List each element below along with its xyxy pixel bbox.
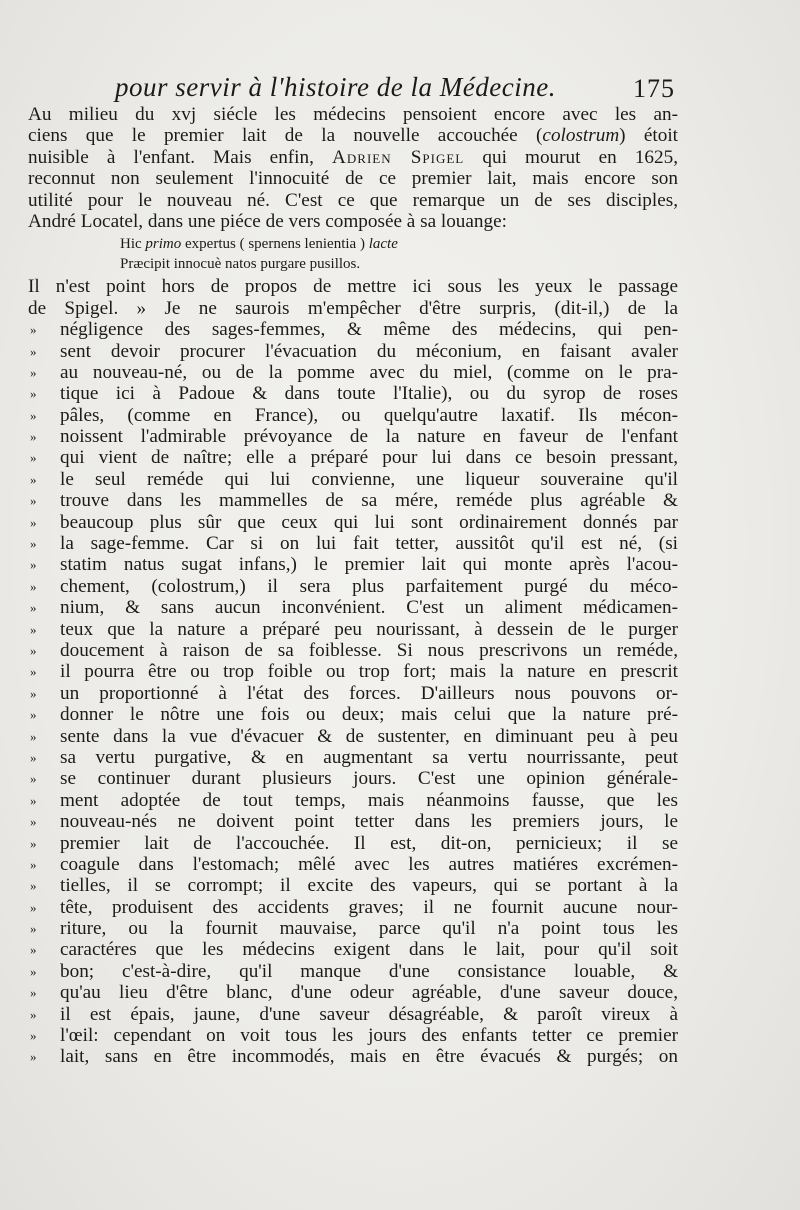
page-header (115, 72, 675, 108)
quote-mark: » (30, 856, 37, 872)
verse-line: Præcipit innocuè natos purgare pusillos. (120, 256, 361, 273)
paragraph-1 (28, 104, 678, 232)
quote-mark: » (30, 664, 37, 680)
quote-mark: » (30, 771, 37, 787)
quote-mark: » (30, 514, 37, 530)
quote-line (28, 961, 678, 982)
text-line (28, 125, 678, 146)
quote-mark: » (30, 407, 37, 423)
quote-mark: » (30, 963, 37, 979)
quote-line (28, 490, 678, 511)
text-run: primo (145, 236, 182, 253)
quote-line (28, 833, 678, 854)
quote-line (28, 1025, 678, 1046)
verse-line (28, 234, 678, 254)
quote-line (28, 726, 678, 747)
quote-line (28, 1004, 678, 1025)
quote-text: sa vertu purgative, & en augmentant sa vertu nourrissante, peut (60, 746, 678, 768)
quote-line (28, 533, 678, 554)
quote-text: tête, produisent des accidents graves; il ne fournit aucune nour- (60, 896, 678, 918)
text-run: ciens que le premier lait de la nouvelle accouchée ( (28, 125, 543, 147)
text-line (28, 147, 678, 168)
quote-mark: » (30, 471, 37, 487)
quote-text: sente dans la vue d'évacuer & de sustenter, en diminuant peu à peu (60, 725, 678, 747)
quote-line (28, 683, 678, 704)
latin-verse (28, 234, 678, 274)
quote-text: il est épais, jaune, d'une saveur désagréable, & paroît vireux à (60, 1003, 678, 1025)
quote-line (28, 640, 678, 661)
quote-line (28, 897, 678, 918)
quote-text: riture, ou la fournit mauvaise, parce qu'il n'a point tous les (60, 918, 678, 940)
quote-mark: » (30, 1049, 37, 1065)
quote-mark: » (30, 364, 37, 380)
italic-term: colostrum (542, 125, 620, 147)
quote-text: pâles, (comme en France), ou quelqu'autre laxatif. Ils mécon- (60, 404, 678, 426)
quote-text: au nouveau-né, ou de la pomme avec du miel, (comme on le pra- (60, 361, 678, 383)
quote-line (28, 619, 678, 640)
quote-line (28, 1046, 678, 1067)
quote-text: la sage-femme. Car si on lui fait tetter, aussitôt qu'il est né, (si (60, 533, 678, 555)
quotation-block (28, 319, 678, 1068)
quote-line (28, 768, 678, 789)
quote-mark: » (30, 536, 37, 552)
page-number: 175 (633, 74, 675, 103)
quote-mark: » (30, 450, 37, 466)
quote-line (28, 982, 678, 1003)
text-run: ) étoit (619, 125, 678, 147)
quote-text: se continuer durant plusieurs jours. C'est une opinion générale- (60, 768, 678, 790)
quote-line (28, 918, 678, 939)
quote-text: un proportionné à l'état des forces. D'ailleurs nous pouvons or- (60, 682, 678, 704)
quote-text: lait, sans en être incommodés, mais en être évacués & purgés; on (60, 1046, 678, 1068)
running-title: pour servir à l'histoire de la Médecine. (115, 72, 556, 102)
quote-line (28, 426, 678, 447)
quote-text: trouve dans les mammelles de sa mére, reméde plus agréable & (60, 490, 678, 512)
text-line: André Locatel, dans une piéce de vers composée à sa louange: (28, 210, 507, 232)
quote-text: noissent l'admirable prévoyance de la nature en faveur de l'enfant (60, 426, 678, 448)
quote-line (28, 704, 678, 725)
quote-text: qu'au lieu d'être blanc, d'une odeur agréable, d'une saveur douce, (60, 982, 678, 1004)
quote-mark: » (30, 322, 37, 338)
quote-text: teux que la nature a préparé peu nourissant, à dessein de le purger (60, 618, 678, 640)
quote-text: beaucoup plus sûr que ceux qui lui sont ordinairement donnés par (60, 511, 678, 533)
quote-line (28, 576, 678, 597)
quote-mark: » (30, 621, 37, 637)
quote-text: sent devoir procurer l'évacuation du méconium, en faisant avaler (60, 340, 678, 362)
quote-text: doucement à raison de sa foiblesse. Si nous prescrivons un reméde, (60, 639, 678, 661)
quote-text: tique ici à Padoue & dans toute l'Italie), ou du syrop de roses (60, 383, 678, 405)
quote-line (28, 447, 678, 468)
quote-mark: » (30, 578, 37, 594)
quote-text: il pourra être ou trop foible ou trop fort; mais la nature en prescrit (60, 661, 678, 683)
quote-text: nium, & sans aucun inconvénient. C'est un aliment médicamen- (60, 597, 678, 619)
quote-mark: » (30, 557, 37, 573)
quote-text: donner le nôtre une fois ou deux; mais celui que la nature pré- (60, 704, 678, 726)
text-line: Il n'est point hors de propos de mettre ici sous les yeux le passage (28, 276, 678, 298)
body-text (28, 104, 678, 1068)
quote-line (28, 811, 678, 832)
quote-line (28, 790, 678, 811)
quote-line (28, 341, 678, 362)
text-run: nuisible à l'enfant. Mais enfin, (28, 146, 333, 168)
quote-text: statim natus sugat infans,) le premier lait qui monte après l'acou- (60, 554, 678, 576)
quote-line (28, 362, 678, 383)
quote-text: négligence des sages-femmes, & même des médecins, qui pen- (60, 319, 678, 341)
quote-mark: » (30, 386, 37, 402)
quote-line (28, 512, 678, 533)
quote-line (28, 383, 678, 404)
quote-mark: » (30, 899, 37, 915)
quote-line (28, 854, 678, 875)
quote-mark: » (30, 1028, 37, 1044)
quote-mark: » (30, 707, 37, 723)
quote-mark: » (30, 878, 37, 894)
quote-mark: » (30, 1006, 37, 1022)
quote-mark: » (30, 493, 37, 509)
quote-mark: » (30, 728, 37, 744)
quote-mark: » (30, 835, 37, 851)
quote-text: l'œil: cependant on voit tous les jours des enfants tetter ce premier (60, 1025, 678, 1047)
quote-mark: » (30, 343, 37, 359)
quote-text: premier lait de l'accouchée. Il est, dit-on, pernicieux; il se (60, 832, 678, 854)
quote-mark: » (30, 642, 37, 658)
quote-line (28, 875, 678, 896)
text-run: Hic (120, 236, 146, 253)
text-line: de Spigel. » Je ne saurois m'empêcher d'être surpris, (dit-il,) de la (28, 297, 678, 319)
quote-mark: » (30, 685, 37, 701)
quote-text: tielles, il se corrompt; il excite des vapeurs, qui se portant à la (60, 875, 678, 897)
text-run: expertus ( spernens lenientia ) (181, 236, 369, 253)
author-name: Adrien Spigel (332, 146, 465, 168)
quote-line (28, 939, 678, 960)
quote-mark: » (30, 792, 37, 808)
quote-mark: » (30, 814, 37, 830)
quote-line (28, 405, 678, 426)
quote-line (28, 554, 678, 575)
text-run: lacte (368, 236, 398, 253)
quote-text: le seul reméde qui lui convienne, une liqueur souveraine qu'il (60, 468, 678, 490)
quote-text: caractéres que les médecins exigent dans le lait, pour qu'il soit (60, 939, 678, 961)
quote-line (28, 469, 678, 490)
quote-mark: » (30, 600, 37, 616)
quote-text: nouveau-nés ne doivent point tetter dans les premiers jours, le (60, 811, 678, 833)
quote-mark: » (30, 749, 37, 765)
quote-line (28, 319, 678, 340)
quote-mark: » (30, 942, 37, 958)
quote-text: chement, (colostrum,) il sera plus parfaitement purgé du méco- (60, 575, 678, 597)
text-line: reconnut non seulement l'innocuité de ce premier lait, mais encore son (28, 168, 678, 190)
text-run: qui mourut en 1625, (464, 146, 678, 168)
quote-mark: » (30, 985, 37, 1001)
paragraph-2 (28, 276, 678, 1067)
quote-text: ment adoptée de tout temps, mais néanmoins fausse, que les (60, 789, 678, 811)
quote-text: coagule dans l'estomach; mêlé avec les autres matiéres excrémen- (60, 853, 678, 875)
quote-line (28, 661, 678, 682)
text-line: utilité pour le nouveau né. C'est ce que remarque un de ses disciples, (28, 189, 678, 211)
quote-mark: » (30, 429, 37, 445)
quote-text: qui vient de naître; elle a préparé pour lui dans ce besoin pressant, (60, 447, 678, 469)
quote-line (28, 597, 678, 618)
quote-line (28, 747, 678, 768)
text-line: Au milieu du xvj siécle les médecins pensoient encore avec les an- (28, 104, 678, 125)
quote-mark: » (30, 921, 37, 937)
quote-text: bon; c'est-à-dire, qu'il manque d'une consistance louable, & (60, 960, 678, 982)
